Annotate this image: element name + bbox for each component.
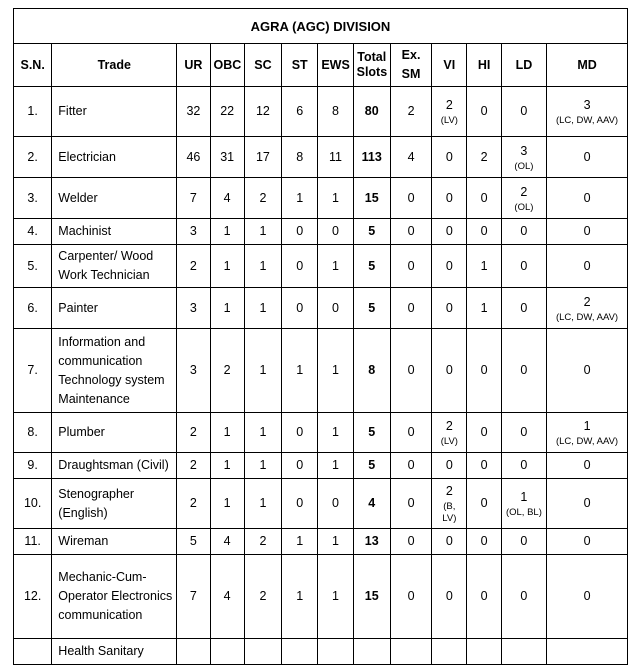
cell-md bbox=[547, 137, 628, 178]
cell-ews: 1 bbox=[318, 245, 353, 288]
cell-md-note: (LC, DW, AAV) bbox=[555, 115, 619, 126]
cell-vi bbox=[432, 413, 467, 453]
cell-ur: 7 bbox=[177, 178, 210, 219]
cell-vi-value: 0 bbox=[445, 458, 453, 472]
cell-st: 0 bbox=[282, 219, 318, 245]
col-md: MD bbox=[547, 44, 628, 87]
cell-hi bbox=[467, 245, 501, 288]
cell-md bbox=[547, 639, 628, 665]
cell-hi bbox=[467, 639, 501, 665]
cell-hi-value: 0 bbox=[480, 496, 488, 510]
table-row bbox=[14, 87, 628, 137]
cell-st: 6 bbox=[282, 87, 318, 137]
cell-ld-value: 0 bbox=[520, 104, 528, 118]
cell-sc: 1 bbox=[244, 288, 281, 329]
table-row bbox=[14, 555, 628, 639]
cell-ews: 0 bbox=[318, 288, 353, 329]
cell-vi-value: 0 bbox=[445, 589, 453, 603]
cell-obc bbox=[210, 639, 244, 665]
cell-total-slots: 15 bbox=[353, 178, 390, 219]
cell-ur: 3 bbox=[177, 329, 210, 413]
cell-st: 0 bbox=[282, 413, 318, 453]
cell-ews: 1 bbox=[318, 178, 353, 219]
cell-hi bbox=[467, 453, 501, 479]
cell-md bbox=[547, 288, 628, 329]
cell-obc: 1 bbox=[210, 288, 244, 329]
cell-trade: Electrician bbox=[52, 137, 177, 178]
cell-vi bbox=[432, 329, 467, 413]
cell-md-value: 2 bbox=[583, 294, 591, 309]
cell-ld-value: 0 bbox=[520, 534, 528, 548]
cell-vi-note: (LV) bbox=[440, 436, 458, 447]
cell-sn: 11. bbox=[14, 529, 52, 555]
cell-ld bbox=[501, 87, 546, 137]
cell-total-slots: 113 bbox=[353, 137, 390, 178]
cell-md-value: 0 bbox=[583, 496, 591, 510]
cell-md-value: 0 bbox=[583, 149, 591, 164]
cell-st bbox=[282, 639, 318, 665]
col-st: ST bbox=[282, 44, 318, 87]
cell-sn: 4. bbox=[14, 219, 52, 245]
cell-ur: 7 bbox=[177, 555, 210, 639]
cell-sn bbox=[14, 639, 52, 665]
cell-st: 0 bbox=[282, 453, 318, 479]
cell-md bbox=[547, 529, 628, 555]
table-row bbox=[14, 413, 628, 453]
cell-md-value: 0 bbox=[583, 589, 591, 603]
table-row bbox=[14, 329, 628, 413]
cell-md-value: 0 bbox=[583, 363, 591, 377]
cell-vi-value: 2 bbox=[445, 484, 453, 498]
cell-ex-sm: 0 bbox=[390, 219, 431, 245]
cell-md-value: 0 bbox=[583, 190, 591, 205]
cell-st: 8 bbox=[282, 137, 318, 178]
cell-ex-sm: 0 bbox=[390, 178, 431, 219]
cell-ld bbox=[501, 178, 546, 219]
cell-ld bbox=[501, 137, 546, 178]
cell-hi bbox=[467, 87, 501, 137]
cell-md bbox=[547, 329, 628, 413]
cell-md bbox=[547, 245, 628, 288]
cell-st: 0 bbox=[282, 288, 318, 329]
cell-sc: 1 bbox=[244, 245, 281, 288]
cell-vi bbox=[432, 529, 467, 555]
cell-ur: 3 bbox=[177, 288, 210, 329]
cell-trade: Mechanic-Cum-Operator Electronics communication bbox=[52, 555, 177, 639]
cell-ld-value: 0 bbox=[520, 224, 528, 238]
col-obc: OBC bbox=[210, 44, 244, 87]
cell-trade: Machinist bbox=[52, 219, 177, 245]
cell-trade: Stenographer (English) bbox=[52, 479, 177, 529]
col-ex-sm: Ex. SM bbox=[390, 44, 431, 87]
cell-trade: Health Sanitary bbox=[52, 639, 177, 665]
cell-sn: 7. bbox=[14, 329, 52, 413]
cell-md bbox=[547, 479, 628, 529]
cell-obc: 31 bbox=[210, 137, 244, 178]
cell-trade: Welder bbox=[52, 178, 177, 219]
cell-total-slots: 80 bbox=[353, 87, 390, 137]
cell-obc: 2 bbox=[210, 329, 244, 413]
cell-total-slots bbox=[353, 639, 390, 665]
cell-ews: 1 bbox=[318, 413, 353, 453]
cell-ur: 46 bbox=[177, 137, 210, 178]
cell-obc: 1 bbox=[210, 245, 244, 288]
cell-sn: 1. bbox=[14, 87, 52, 137]
cell-ews: 8 bbox=[318, 87, 353, 137]
cell-ld-value: 0 bbox=[520, 589, 528, 603]
division-title: AGRA (AGC) DIVISION bbox=[14, 9, 628, 44]
cell-ld bbox=[501, 219, 546, 245]
cell-ld bbox=[501, 245, 546, 288]
cell-ex-sm bbox=[390, 639, 431, 665]
cell-md-value: 0 bbox=[583, 534, 591, 548]
cell-sc: 1 bbox=[244, 413, 281, 453]
cell-ews: 1 bbox=[318, 555, 353, 639]
cell-hi bbox=[467, 555, 501, 639]
cell-ur: 2 bbox=[177, 479, 210, 529]
table-row bbox=[14, 245, 628, 288]
cell-md bbox=[547, 87, 628, 137]
cell-ld-value: 1 bbox=[520, 490, 528, 504]
cell-ld bbox=[501, 639, 546, 665]
cell-ld bbox=[501, 529, 546, 555]
cell-ld-value: 0 bbox=[520, 425, 528, 439]
cell-vi bbox=[432, 555, 467, 639]
cell-vi-value: 0 bbox=[445, 258, 453, 273]
cell-total-slots: 5 bbox=[353, 288, 390, 329]
cell-ex-sm: 0 bbox=[390, 555, 431, 639]
cell-st: 1 bbox=[282, 555, 318, 639]
table-row bbox=[14, 639, 628, 665]
cell-sc: 2 bbox=[244, 178, 281, 219]
cell-sc bbox=[244, 639, 281, 665]
cell-md-value: 1 bbox=[583, 419, 591, 433]
cell-obc: 1 bbox=[210, 479, 244, 529]
cell-hi-value: 0 bbox=[480, 589, 488, 603]
cell-hi-value: 0 bbox=[480, 534, 488, 548]
cell-total-slots: 5 bbox=[353, 219, 390, 245]
cell-ld-value: 0 bbox=[520, 300, 528, 315]
cell-ews: 11 bbox=[318, 137, 353, 178]
cell-sc: 12 bbox=[244, 87, 281, 137]
cell-hi-value: 0 bbox=[480, 425, 488, 439]
cell-trade: Draughtsman (Civil) bbox=[52, 453, 177, 479]
cell-md bbox=[547, 413, 628, 453]
cell-sc: 1 bbox=[244, 479, 281, 529]
cell-vi-value: 2 bbox=[445, 98, 453, 112]
cell-vi bbox=[432, 137, 467, 178]
cell-md-value: 0 bbox=[583, 458, 591, 472]
cell-obc: 1 bbox=[210, 413, 244, 453]
cell-sc: 1 bbox=[244, 219, 281, 245]
cell-vi-value: 0 bbox=[445, 224, 453, 238]
cell-md bbox=[547, 555, 628, 639]
col-sc: SC bbox=[244, 44, 281, 87]
col-hi: HI bbox=[467, 44, 501, 87]
cell-trade: Carpenter/ Wood Work Technician bbox=[52, 245, 177, 288]
cell-ur: 32 bbox=[177, 87, 210, 137]
cell-hi bbox=[467, 329, 501, 413]
cell-ld-value: 2 bbox=[520, 184, 528, 199]
cell-ex-sm: 0 bbox=[390, 479, 431, 529]
cell-hi-value: 1 bbox=[480, 300, 488, 315]
table-row bbox=[14, 453, 628, 479]
cell-sn: 3. bbox=[14, 178, 52, 219]
cell-hi bbox=[467, 288, 501, 329]
cell-sn: 8. bbox=[14, 413, 52, 453]
cell-ld bbox=[501, 329, 546, 413]
cell-ews bbox=[318, 639, 353, 665]
cell-vi-value: 0 bbox=[445, 190, 453, 205]
cell-st: 1 bbox=[282, 178, 318, 219]
table-body bbox=[14, 87, 628, 665]
cell-md-value: 0 bbox=[583, 224, 591, 238]
cell-ur: 2 bbox=[177, 245, 210, 288]
cell-hi-value: 0 bbox=[480, 224, 488, 238]
cell-st: 0 bbox=[282, 479, 318, 529]
cell-hi bbox=[467, 529, 501, 555]
cell-sn: 5. bbox=[14, 245, 52, 288]
cell-vi bbox=[432, 245, 467, 288]
cell-ews: 0 bbox=[318, 479, 353, 529]
cell-hi-value: 0 bbox=[480, 363, 488, 377]
cell-ld-note: (OL, BL) bbox=[505, 507, 542, 518]
cell-obc: 22 bbox=[210, 87, 244, 137]
cell-ex-sm: 0 bbox=[390, 288, 431, 329]
cell-vi bbox=[432, 87, 467, 137]
cell-st: 1 bbox=[282, 529, 318, 555]
cell-ex-sm: 0 bbox=[390, 245, 431, 288]
cell-ews: 1 bbox=[318, 453, 353, 479]
cell-total-slots: 13 bbox=[353, 529, 390, 555]
cell-ur: 3 bbox=[177, 219, 210, 245]
table-row bbox=[14, 137, 628, 178]
cell-ld-note: (OL) bbox=[514, 160, 534, 172]
cell-trade: Painter bbox=[52, 288, 177, 329]
cell-ex-sm: 0 bbox=[390, 453, 431, 479]
cell-md bbox=[547, 178, 628, 219]
cell-ex-sm: 0 bbox=[390, 329, 431, 413]
cell-md bbox=[547, 453, 628, 479]
cell-vi bbox=[432, 479, 467, 529]
cell-ld-value: 0 bbox=[520, 458, 528, 472]
cell-vi bbox=[432, 288, 467, 329]
table-row bbox=[14, 178, 628, 219]
cell-md-note: (LC, DW, AAV) bbox=[555, 311, 619, 323]
cell-trade: Wireman bbox=[52, 529, 177, 555]
cell-obc: 4 bbox=[210, 555, 244, 639]
cell-total-slots: 5 bbox=[353, 413, 390, 453]
col-trade: Trade bbox=[52, 44, 177, 87]
cell-obc: 4 bbox=[210, 529, 244, 555]
cell-md bbox=[547, 219, 628, 245]
cell-hi bbox=[467, 413, 501, 453]
cell-hi-value: 0 bbox=[480, 458, 488, 472]
cell-trade: Plumber bbox=[52, 413, 177, 453]
header-row bbox=[14, 44, 628, 87]
cell-sn: 6. bbox=[14, 288, 52, 329]
cell-hi bbox=[467, 178, 501, 219]
cell-ld-note: (OL) bbox=[514, 201, 534, 213]
cell-ld-value: 3 bbox=[520, 143, 528, 158]
cell-obc: 4 bbox=[210, 178, 244, 219]
cell-ld-value: 0 bbox=[520, 258, 528, 273]
cell-ld bbox=[501, 453, 546, 479]
cell-st: 0 bbox=[282, 245, 318, 288]
cell-ur: 2 bbox=[177, 413, 210, 453]
cell-hi bbox=[467, 479, 501, 529]
cell-ld bbox=[501, 413, 546, 453]
cell-sc: 2 bbox=[244, 529, 281, 555]
cell-vi bbox=[432, 219, 467, 245]
cell-sc: 2 bbox=[244, 555, 281, 639]
col-sn: S.N. bbox=[14, 44, 52, 87]
table-row bbox=[14, 479, 628, 529]
cell-vi-value: 2 bbox=[445, 419, 453, 433]
cell-hi-value: 1 bbox=[480, 258, 488, 273]
cell-total-slots: 4 bbox=[353, 479, 390, 529]
cell-sc: 1 bbox=[244, 453, 281, 479]
cell-sn: 2. bbox=[14, 137, 52, 178]
cell-vi bbox=[432, 453, 467, 479]
cell-obc: 1 bbox=[210, 453, 244, 479]
cell-ur: 2 bbox=[177, 453, 210, 479]
cell-sn: 10. bbox=[14, 479, 52, 529]
cell-obc: 1 bbox=[210, 219, 244, 245]
cell-md-value: 3 bbox=[583, 98, 591, 112]
cell-ld bbox=[501, 479, 546, 529]
col-ld: LD bbox=[501, 44, 546, 87]
cell-vi bbox=[432, 639, 467, 665]
cell-trade: Fitter bbox=[52, 87, 177, 137]
cell-hi-value: 0 bbox=[480, 104, 488, 118]
division-slots-table bbox=[13, 8, 628, 665]
cell-md-note: (LC, DW, AAV) bbox=[555, 436, 619, 447]
cell-ews: 1 bbox=[318, 529, 353, 555]
cell-vi-note: (B, LV) bbox=[442, 501, 457, 524]
cell-sc: 1 bbox=[244, 329, 281, 413]
cell-total-slots: 8 bbox=[353, 329, 390, 413]
table-row bbox=[14, 219, 628, 245]
cell-hi-value: 2 bbox=[480, 149, 488, 164]
cell-total-slots: 15 bbox=[353, 555, 390, 639]
cell-ur bbox=[177, 639, 210, 665]
cell-md-value: 0 bbox=[583, 258, 591, 273]
cell-ld bbox=[501, 555, 546, 639]
table-row bbox=[14, 529, 628, 555]
cell-ex-sm: 0 bbox=[390, 529, 431, 555]
cell-hi bbox=[467, 137, 501, 178]
cell-st: 1 bbox=[282, 329, 318, 413]
cell-hi bbox=[467, 219, 501, 245]
cell-ews: 0 bbox=[318, 219, 353, 245]
cell-sn: 12. bbox=[14, 555, 52, 639]
cell-ld bbox=[501, 288, 546, 329]
table-row bbox=[14, 288, 628, 329]
cell-vi bbox=[432, 178, 467, 219]
col-ews: EWS bbox=[318, 44, 353, 87]
col-ur: UR bbox=[177, 44, 210, 87]
cell-ur: 5 bbox=[177, 529, 210, 555]
cell-vi-value: 0 bbox=[445, 363, 453, 377]
cell-hi-value: 0 bbox=[480, 190, 488, 205]
cell-ews: 1 bbox=[318, 329, 353, 413]
col-vi: VI bbox=[432, 44, 467, 87]
cell-trade: Information and communication Technology system Maintenance bbox=[52, 329, 177, 413]
cell-ex-sm: 2 bbox=[390, 87, 431, 137]
cell-sc: 17 bbox=[244, 137, 281, 178]
cell-total-slots: 5 bbox=[353, 245, 390, 288]
cell-vi-value: 0 bbox=[445, 149, 453, 164]
cell-ld-value: 0 bbox=[520, 363, 528, 377]
cell-ex-sm: 0 bbox=[390, 413, 431, 453]
cell-vi-value: 0 bbox=[445, 300, 453, 315]
col-total-slots: Total Slots bbox=[353, 44, 390, 87]
cell-ex-sm: 4 bbox=[390, 137, 431, 178]
cell-total-slots: 5 bbox=[353, 453, 390, 479]
cell-vi-note: (LV) bbox=[440, 115, 458, 126]
cell-vi-value: 0 bbox=[445, 534, 453, 548]
cell-sn: 9. bbox=[14, 453, 52, 479]
